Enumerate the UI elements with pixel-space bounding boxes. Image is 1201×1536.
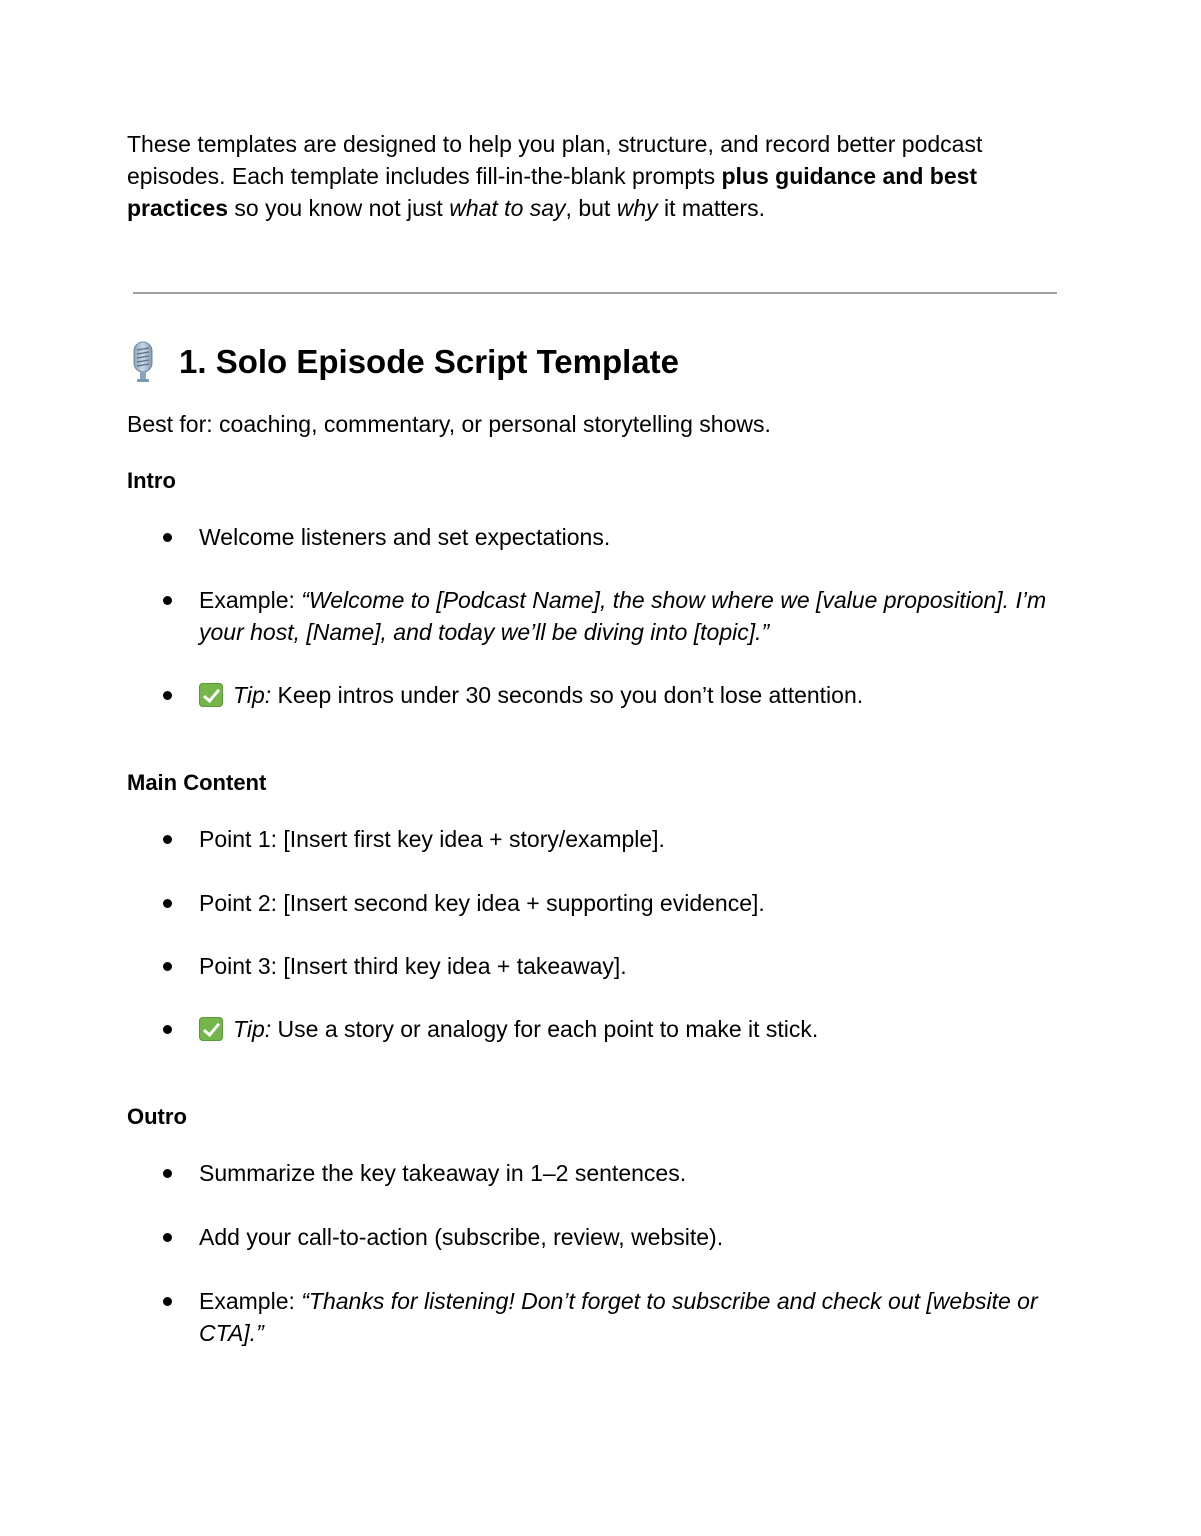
list-item-text: Summarize the key takeaway in 1–2 sentences. xyxy=(199,1160,687,1186)
section-title-text: 1. Solo Episode Script Template xyxy=(179,343,679,380)
check-mark-icon xyxy=(199,683,223,707)
bullet-icon xyxy=(163,962,172,971)
list-item-text xyxy=(199,1013,1059,1045)
list-item-text: Welcome listeners and set expectations. xyxy=(199,524,611,550)
bullet-icon xyxy=(163,1025,172,1034)
list-item xyxy=(163,679,1063,711)
tip-label: Tip: xyxy=(233,682,272,708)
outro-heading: Outro xyxy=(127,1104,187,1129)
list-item-text: Point 1: [Insert first key idea + story/example]. xyxy=(199,826,665,852)
intro-text: it matters. xyxy=(657,195,765,221)
list-item xyxy=(163,1221,1063,1253)
check-mark-icon xyxy=(199,1017,223,1041)
bullet-icon xyxy=(163,533,172,542)
example-label: Example: xyxy=(199,587,302,613)
bullet-icon xyxy=(163,1297,172,1306)
bullet-icon xyxy=(163,1233,172,1242)
intro-text: These templates are designed to help you plan, structure, and record better podcast episodes. Each template includes fill-in-the-blank prompts xyxy=(127,131,983,189)
list-item xyxy=(163,887,1063,919)
intro-bold-text: plus guidance and best practices xyxy=(127,163,978,221)
list-item-text: Add your call-to-action (subscribe, review, website). xyxy=(199,1224,724,1250)
list-item xyxy=(163,1285,1063,1349)
intro-text: , but xyxy=(565,195,617,221)
list-item xyxy=(163,1157,1063,1189)
tip-text: Keep intros under 30 seconds so you don’t lose attention. xyxy=(271,682,864,708)
intro-italic-text: why xyxy=(616,195,658,221)
intro-paragraph xyxy=(127,128,1062,224)
list-item-text xyxy=(199,584,1059,648)
intro-italic-text: what to say xyxy=(449,195,566,221)
best-for-text: Best for: coaching, commentary, or personal storytelling shows. xyxy=(127,411,771,437)
horizontal-divider xyxy=(133,292,1057,294)
tip-text: Use a story or analogy for each point to make it stick. xyxy=(271,1016,819,1042)
example-quote: “Welcome to [Podcast Name], the show where we [value proposition]. I’m your host, [Name], and today we’ll be diving into [topic].” xyxy=(199,587,1047,645)
list-item xyxy=(163,823,1063,855)
section-title xyxy=(127,338,679,386)
list-item xyxy=(163,521,1063,553)
bullet-icon xyxy=(163,1169,172,1178)
bullet-icon xyxy=(163,691,172,700)
microphone-icon xyxy=(127,340,163,384)
list-item-text xyxy=(199,679,1059,711)
list-item xyxy=(163,950,1063,982)
tip-label: Tip: xyxy=(233,1016,272,1042)
list-item-text: Point 2: [Insert second key idea + supporting evidence]. xyxy=(199,890,765,916)
bullet-icon xyxy=(163,899,172,908)
bullet-icon xyxy=(163,835,172,844)
intro-heading: Intro xyxy=(127,468,176,493)
intro-text: so you know not just xyxy=(228,195,450,221)
bullet-icon xyxy=(163,596,172,605)
example-quote: “Thanks for listening! Don’t forget to subscribe and check out [website or CTA].” xyxy=(199,1288,1038,1346)
main-content-heading: Main Content xyxy=(127,770,267,795)
list-item xyxy=(163,584,1063,648)
list-item-text xyxy=(199,1285,1059,1349)
example-label: Example: xyxy=(199,1288,302,1314)
list-item xyxy=(163,1013,1063,1045)
list-item-text: Point 3: [Insert third key idea + takeaway]. xyxy=(199,953,627,979)
